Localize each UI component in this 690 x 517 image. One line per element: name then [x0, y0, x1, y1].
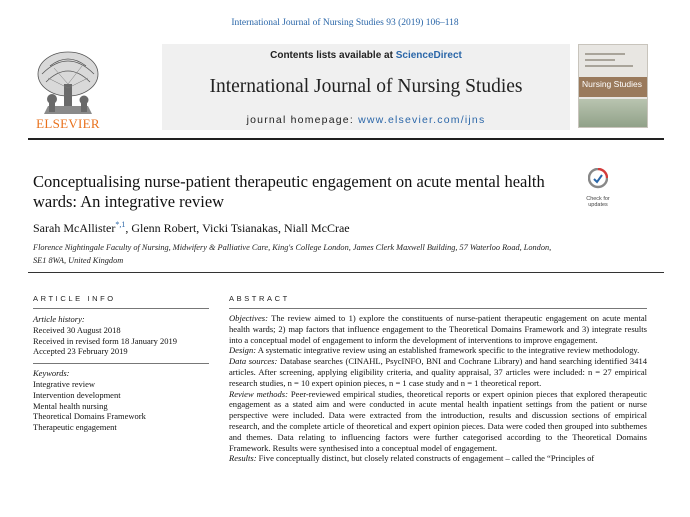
homepage-link[interactable]: www.elsevier.com/ijns — [358, 114, 486, 126]
article-history-label: Article history: — [33, 314, 85, 324]
cover-decoration — [585, 59, 615, 61]
methods-text: Peer-reviewed empirical studies, theoretical reports or expert opinion pieces that explored therapeutic engagement as a stated aim and were conducted in acute mental health inpatient settings from the patient or nurse perspective were included. Data were extracted from the introduction, results and discussion sections of empirical research, and the complete article of theoretical and expert opinion pieces. Data were coded then grouped into subthemes and themes. Data relating to influencing factors were further categorised according to the Theoretical Domains Framework. Results were synthesised into a conceptual model of engagement. — [229, 388, 647, 453]
cover-decoration — [585, 53, 625, 55]
results-text: Five conceptually distinct, but closely related constructs of engagement – called the “Principles of — [256, 453, 595, 464]
check-updates-text — [582, 196, 614, 208]
check-updates-line2: updates — [588, 202, 608, 208]
coauthors: , Glenn Robert, Vicki Tsianakas, Niall McCrae — [125, 221, 350, 235]
abstract-review-methods — [229, 389, 647, 454]
history-item: Received in revised form 18 January 2019 — [33, 335, 177, 346]
abstract-objectives — [229, 313, 647, 345]
sources-label: Data sources: — [229, 356, 278, 367]
keyword: Therapeutic engagement — [33, 422, 117, 433]
journal-cover-thumbnail[interactable] — [578, 44, 648, 128]
check-updates-icon — [588, 168, 608, 190]
contents-line — [162, 50, 570, 61]
objectives-label: Objectives: — [229, 313, 268, 323]
journal-reference[interactable]: International Journal of Nursing Studies 93 (2019) 106–118 — [231, 18, 459, 28]
article-title: Conceptualising nurse-patient therapeutic engagement on acute mental health wards: An integrative review — [33, 172, 545, 211]
cover-title: Nursing Studies — [582, 79, 643, 89]
elsevier-wordmark[interactable]: ELSEVIER — [36, 116, 100, 131]
lead-author[interactable]: Sarah McAllister — [33, 221, 116, 235]
check-for-updates-badge[interactable] — [582, 168, 614, 208]
journal-homepage-line — [162, 114, 570, 126]
journal-title: International Journal of Nursing Studies — [209, 76, 523, 97]
keyword: Intervention development — [33, 389, 121, 400]
methods-label: Review methods: — [229, 388, 288, 399]
design-text: A systematic integrative review using an established framework specific to the integrative review methodology. — [256, 345, 640, 356]
history-item: Accepted 23 February 2019 — [33, 346, 128, 357]
affiliation: Florence Nightingale Faculty of Nursing, Midwifery & Palliative Care, King's College London, James Clerk Maxwell Building, 57 Waterloo Road, London, SE1 8WA, United Kingdom — [33, 243, 552, 265]
check-updates-line1: Check for — [586, 196, 610, 202]
article-info-heading: ARTICLE INFO — [33, 294, 116, 303]
article-info-column — [33, 314, 213, 433]
results-label: Results: — [229, 453, 257, 464]
contents-prefix: Contents lists available at — [270, 50, 396, 61]
abstract-data-sources — [229, 356, 647, 388]
abstract-heading: ABSTRACT — [229, 294, 290, 303]
abstract-divider — [229, 308, 647, 309]
cover-decoration — [585, 65, 633, 67]
history-item: Received 30 August 2018 — [33, 324, 121, 335]
abstract-design — [229, 345, 647, 356]
keyword: Mental health nursing — [33, 400, 108, 411]
affiliation-divider — [28, 272, 664, 273]
abstract-results — [229, 453, 647, 464]
author-list — [33, 220, 593, 236]
cover-image — [579, 99, 648, 128]
homepage-prefix: journal homepage: — [246, 114, 359, 126]
keyword: Integrative review — [33, 378, 96, 389]
design-label: Design: — [229, 345, 257, 356]
keyword: Theoretical Domains Framework — [33, 411, 146, 422]
author-footnote-marks[interactable]: *,1 — [115, 220, 126, 229]
objectives-text: The review aimed to 1) explore the constituents of nurse-patient therapeutic engagement on acute mental health wards; 2) map factors that influence engagement to the Theoretical Domains Framework and 3) integrate results into a conceptual model of engagement to inform the development of interventions to improve engagement. — [229, 313, 647, 345]
header-divider — [28, 138, 664, 140]
article-info-divider — [33, 308, 209, 309]
abstract-body — [229, 313, 647, 464]
sources-text: Database searches (CINAHL, PsycINFO, BNI and Cochrane Library) and hand searching identified 3414 articles. After screening, applying eligibility criteria, and quality appraisal, 37 articles were included: n = 27 empirical research studies, n = 10 expert opinion pieces, n = 1 case study and n = 1 theoretical report. — [229, 356, 647, 388]
keywords-label: Keywords: — [33, 368, 70, 379]
sciencedirect-link[interactable]: ScienceDirect — [395, 50, 462, 61]
